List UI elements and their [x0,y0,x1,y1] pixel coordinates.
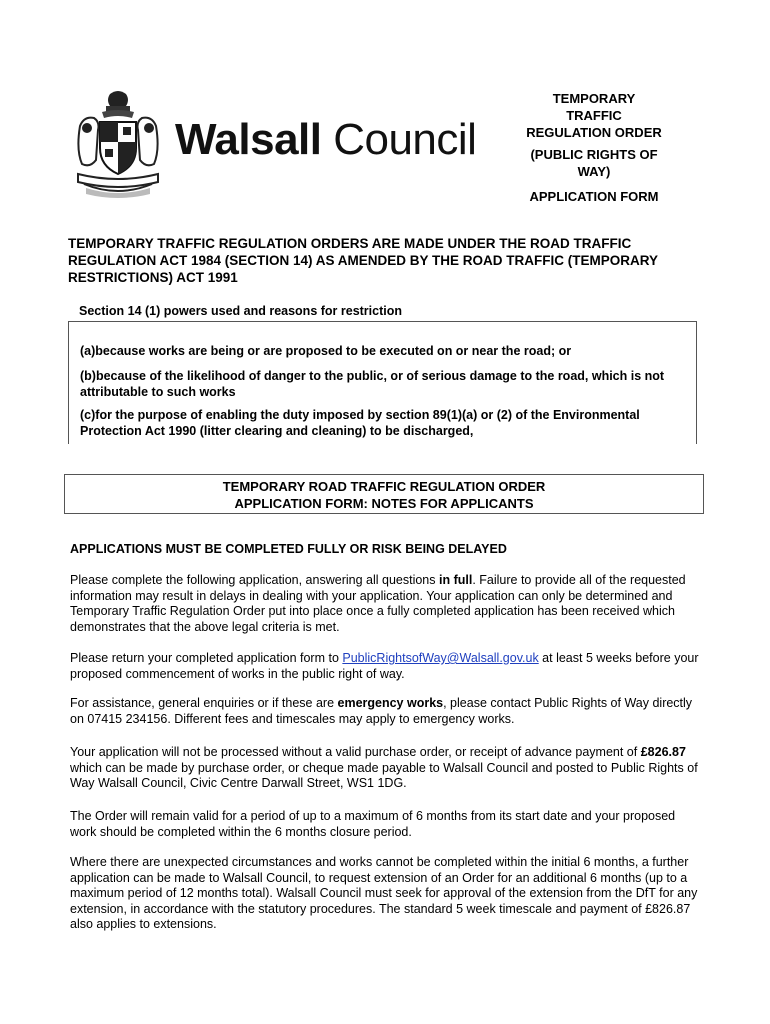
paragraph-assistance: For assistance, general enquiries or if these are emergency works, please contact Public Rights of Way directly on 07415 234156. Different fees and timescales may apply to emergency works. [70,696,693,726]
title-line: TRAFFIC [566,108,622,123]
applications-subheading: APPLICATIONS MUST BE COMPLETED FULLY OR RISK BEING DELAYED [70,542,507,556]
paragraph-payment: Your application will not be processed without a valid purchase order, or receipt of advance payment of £826.87 which can be made by purchase order, or cheque made payable to Walsall Council and posted to Public Rights of Way Walsall Council, Civic Centre Darwall Street, WS1 1DG. [70,745,698,791]
paragraph-validity: The Order will remain valid for a period of up to a maximum of 6 months from its start date and your proposed work should be completed within the 6 months closure period. [70,809,676,839]
title-line: REGULATION ORDER [526,125,662,140]
document-title [520,90,668,205]
paragraph-return-form: Please return your completed application form to PublicRightsofWay@Walsall.gov.uk at least 5 weeks before your proposed commencement of works in the public right of way. [70,651,699,681]
notes-title-line: APPLICATION FORM: NOTES FOR APPLICANTS [234,496,534,511]
section14-label: Section 14 (1) powers used and reasons for restriction [79,304,403,318]
title-line: APPLICATION FORM [529,189,659,204]
notes-title-line: TEMPORARY ROAD TRAFFIC REGULATION ORDER [222,479,546,494]
title-line: WAY) [577,164,611,179]
council-wordmark: Walsall Council [175,115,477,164]
paragraph-complete-fully: Please complete the following application, answering all questions in full. Failure to provide all of the requested information may result in delays in dealing with your application. Your application can only be determined and Temporary Traffic Regulation Order put into place once a fully completed application has been received which demonstrates that the above legal criteria is met. [70,573,686,634]
email-link[interactable]: PublicRightsofWay@Walsall.gov.uk [342,651,539,665]
paragraph-extension: Where there are unexpected circumstances and works cannot be completed within the initial 6 months, a further application can be made to Walsall Council, to request extension of an Order for an additional 6 months (up to a maximum period of 12 months total). Walsall Council must seek for approval of the extension from the DfT for any extension, in accordance with the statutory procedures. The standard 5 week timescale and payment of £826.87 also applies to extensions. [70,855,698,932]
coat-of-arms-icon [72,88,164,200]
legal-heading: TEMPORARY TRAFFIC REGULATION ORDERS ARE MADE UNDER THE ROAD TRAFFIC REGULATION ACT 1984 (SECTION 14) AS AMENDED BY THE ROAD TRAFFIC (TEMPORARY RESTRICTIONS) ACT 1991 [68,236,658,285]
notes-title-box [64,474,704,514]
reason-a: (a)because works are being or are proposed to be executed on or near the road; or [80,344,572,358]
title-line: TEMPORARY [552,91,636,106]
reason-c: (c)for the purpose of enabling the duty imposed by section 89(1)(a) or (2) of the Environmental Protection Act 1990 (litter clearing and cleaning) to be discharged, [80,408,640,438]
walsall-council-logo [72,88,492,200]
reason-b: (b)because of the likelihood of danger to the public, or of serious damage to the road, which is not attributable to such works [80,369,665,399]
section14-reasons-box [68,321,697,444]
title-line: (PUBLIC RIGHTS OF [530,147,658,162]
